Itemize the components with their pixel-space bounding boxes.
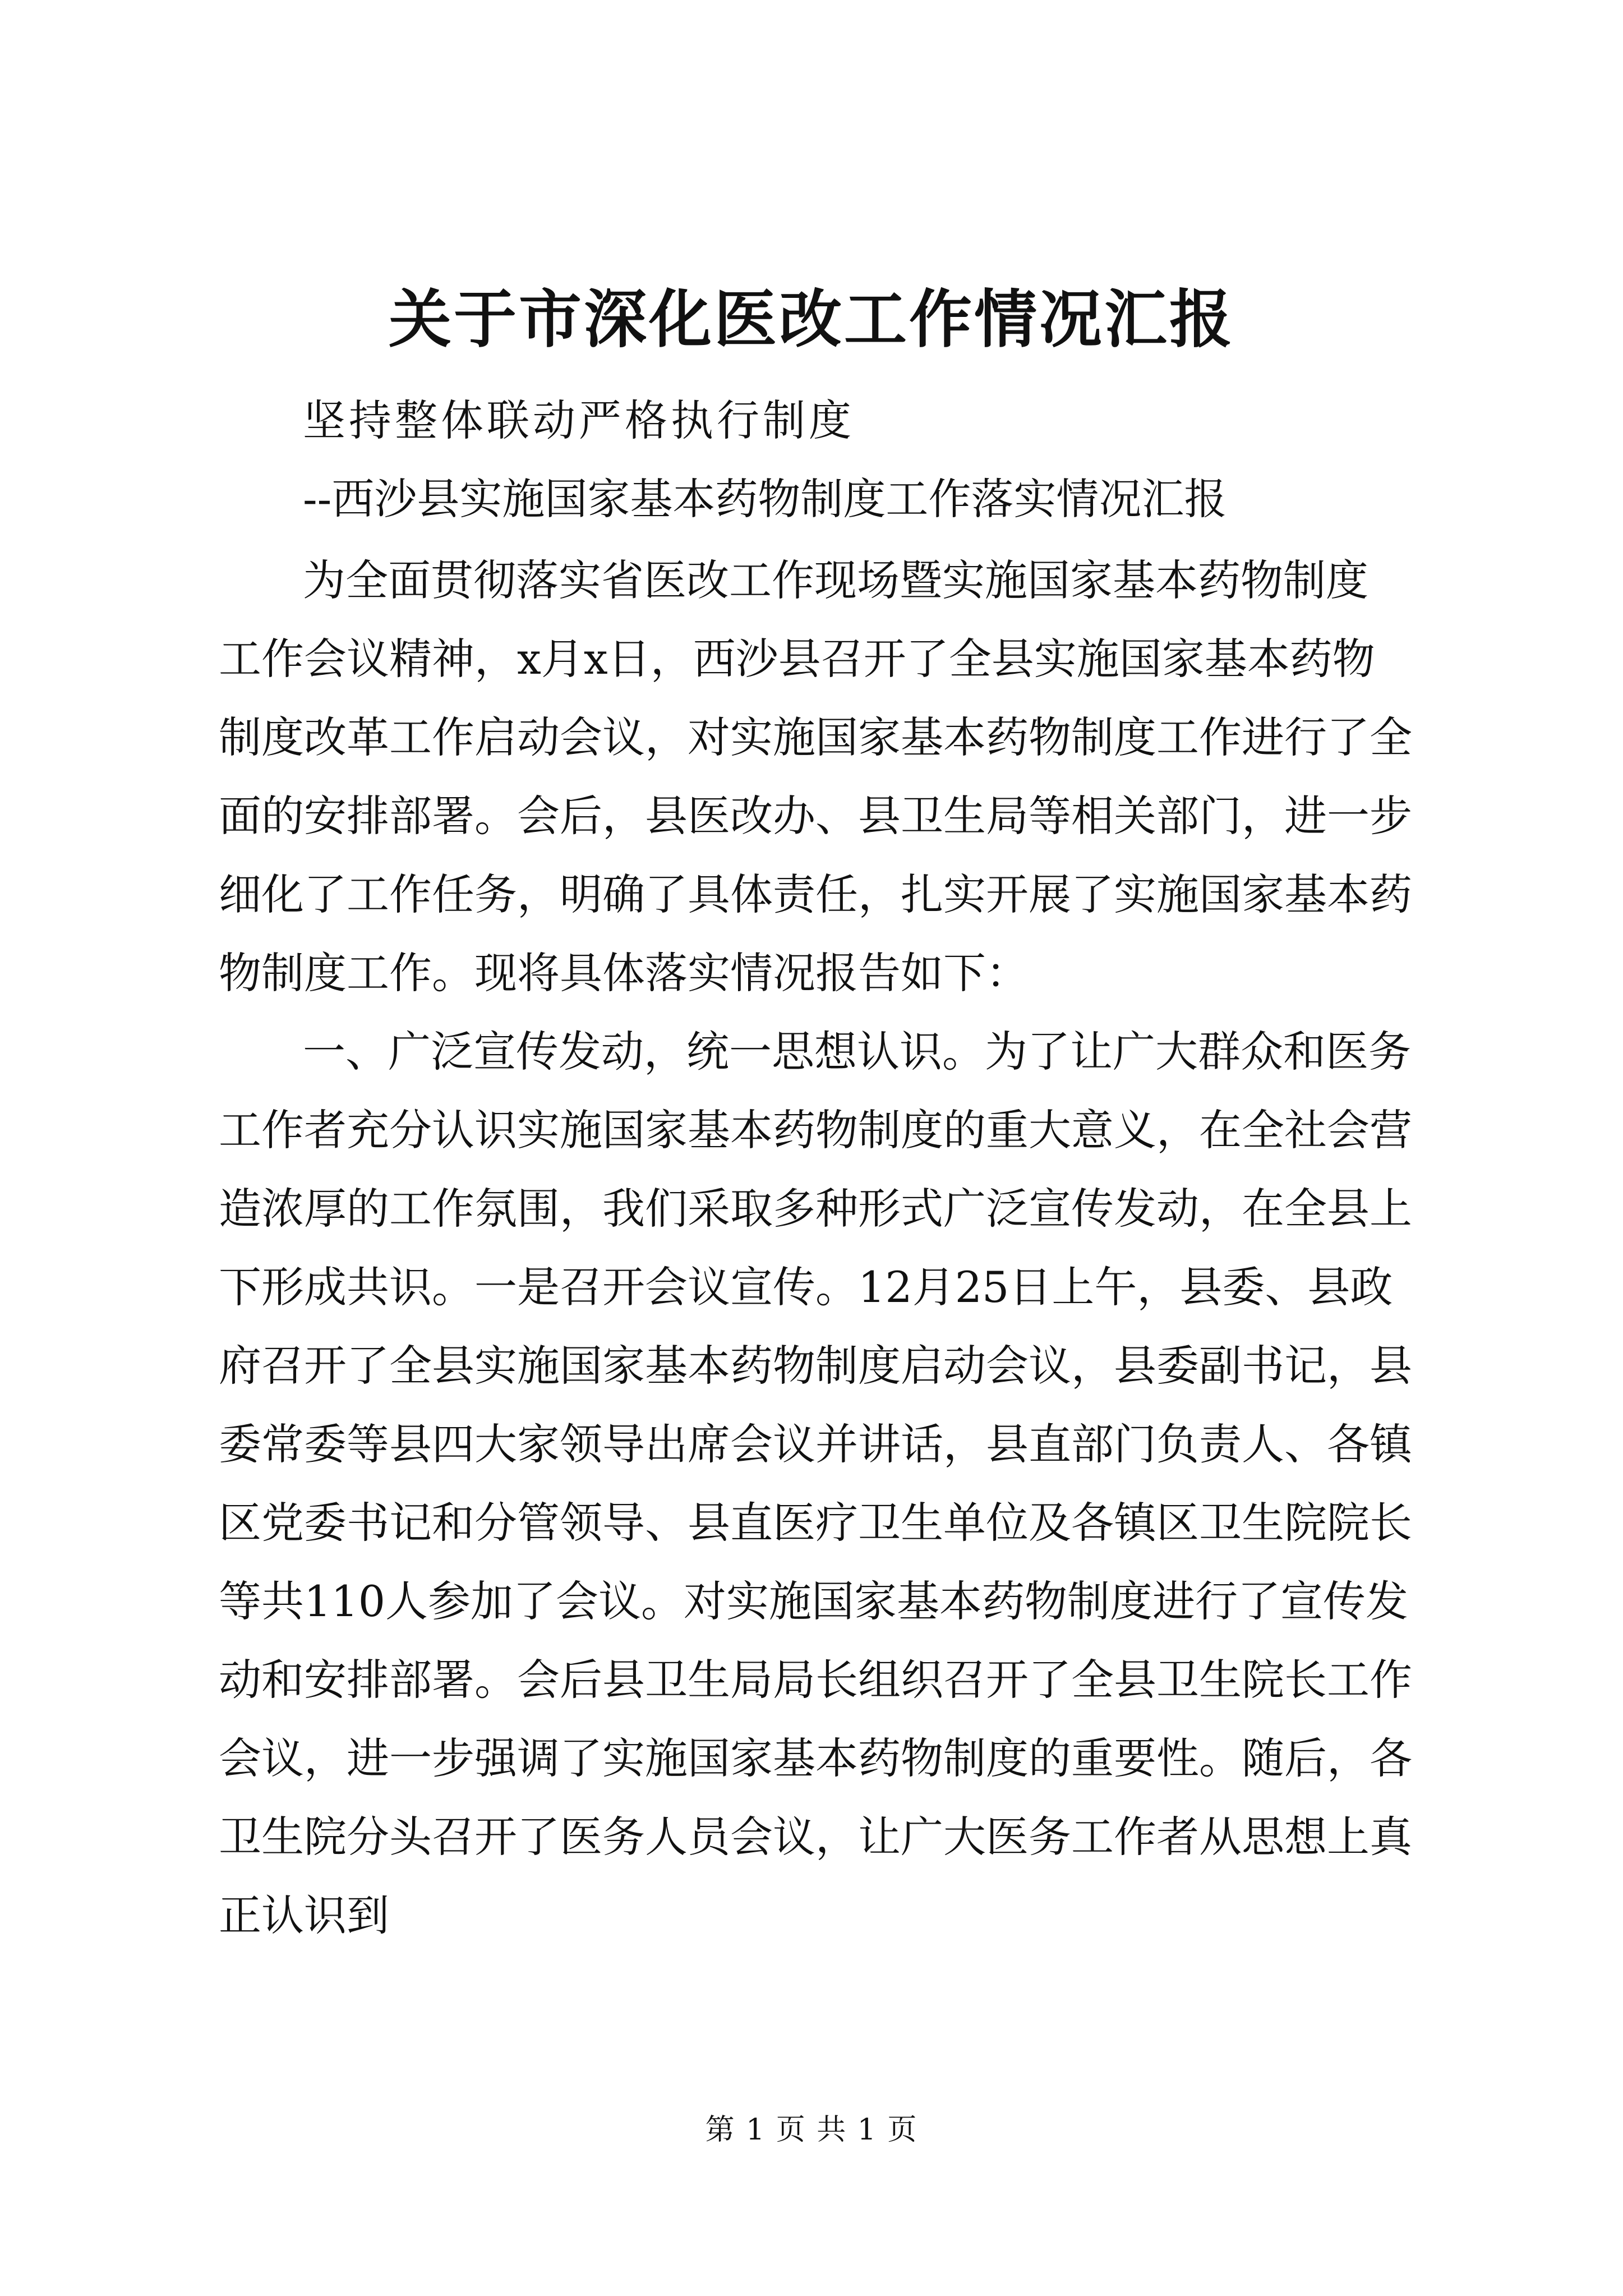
subtitle-line-2: --西沙县实施国家基本药物制度工作落实情况汇报 xyxy=(303,474,1227,524)
body-line: 正认识到 xyxy=(219,1890,389,1940)
body-line: 卫生院分头召开了医务人员会议，让广大医务工作者从思想上真 xyxy=(219,1812,1412,1862)
body-line: 等共110人参加了会议。对实施国家基本药物制度进行了宣传发 xyxy=(219,1576,1409,1626)
body-line: 委常委等县四大家领导出席会议并讲话，县直部门负责人、各镇 xyxy=(219,1419,1412,1469)
body-line: 下形成共识。一是召开会议宣传。12月25日上午，县委、县政 xyxy=(219,1262,1393,1312)
body-line: 工作会议精神，x月x日，西沙县召开了全县实施国家基本药物 xyxy=(219,634,1375,684)
body-line: 一、广泛宣传发动，统一思想认识。为了让广大群众和医务 xyxy=(303,1027,1411,1076)
body-line: 区党委书记和分管领导、县直医疗卫生单位及各镇区卫生院院长 xyxy=(219,1498,1412,1548)
body-line: 物制度工作。现将具体落实情况报告如下： xyxy=(219,948,1029,998)
body-line: 面的安排部署。会后，县医改办、县卫生局等相关部门，进一步 xyxy=(219,791,1412,841)
body-line: 造浓厚的工作氛围，我们采取多种形式广泛宣传发动，在全县上 xyxy=(219,1184,1412,1234)
body-line: 会议，进一步强调了实施国家基本药物制度的重要性。随后，各 xyxy=(219,1733,1412,1783)
body-line: 细化了工作任务，明确了具体责任，扎实开展了实施国家基本药 xyxy=(219,869,1412,919)
body-line: 工作者充分认识实施国家基本药物制度的重大意义，在全社会营 xyxy=(219,1105,1412,1155)
subtitle-line-1: 坚持整体联动严格执行制度 xyxy=(303,395,855,445)
document-title: 关于市深化医改工作情况汇报 xyxy=(389,283,1234,356)
body-line: 为全面贯彻落实省医改工作现场暨实施国家基本药物制度 xyxy=(303,555,1368,605)
body-line: 府召开了全县实施国家基本药物制度启动会议，县委副书记，县 xyxy=(219,1341,1412,1391)
page-footer: 第 1 页 共 1 页 xyxy=(705,2113,918,2147)
body-line: 动和安排部署。会后县卫生局局长组织召开了全县卫生院长工作 xyxy=(219,1655,1412,1705)
body-line: 制度改革工作启动会议，对实施国家基本药物制度工作进行了全 xyxy=(219,712,1412,762)
